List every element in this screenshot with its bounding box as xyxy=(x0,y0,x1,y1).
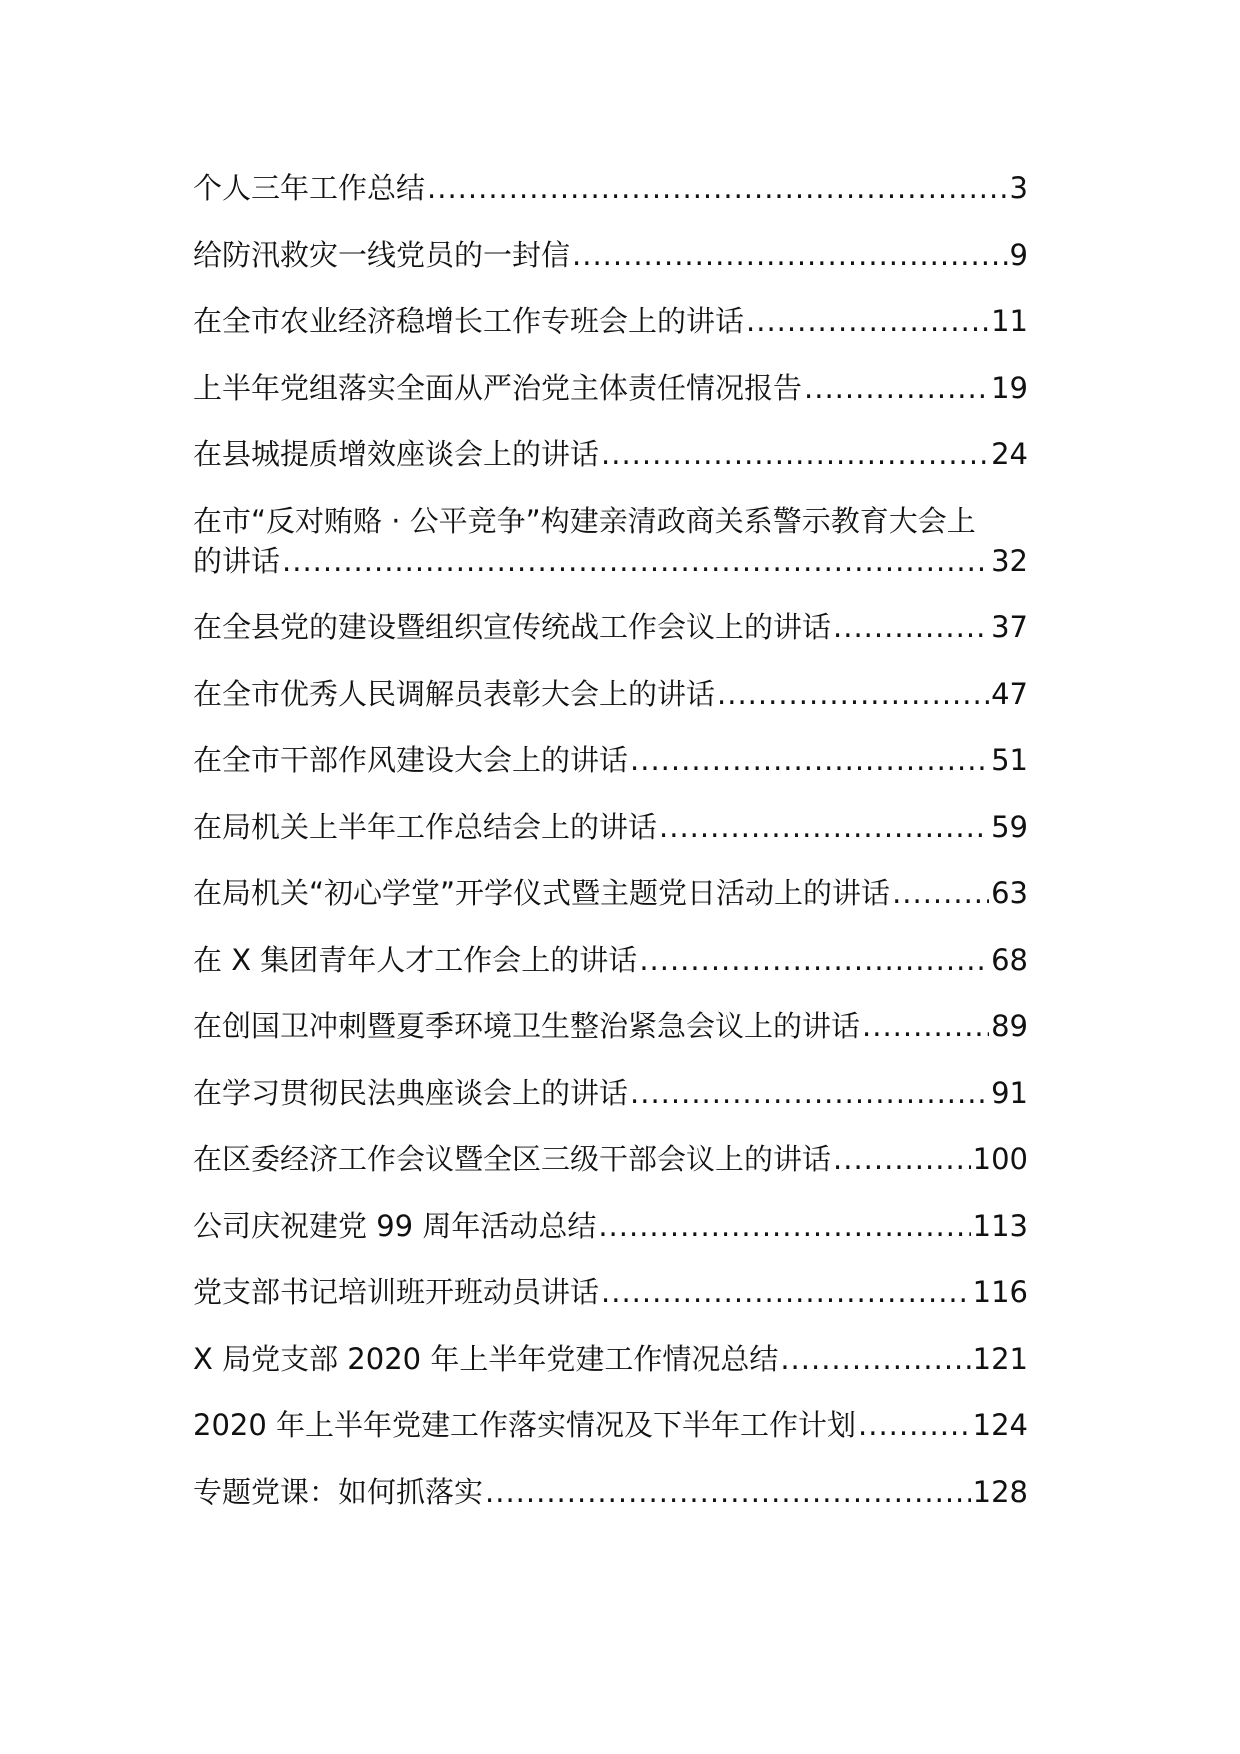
toc-page-number: 89 xyxy=(991,1009,1028,1043)
toc-entry-title-continued: 的讲话 xyxy=(193,543,281,578)
toc-dot-leader xyxy=(833,607,989,647)
toc-entry-title: 上半年党组落实全面从严治党主体责任情况报告 xyxy=(193,370,803,405)
toc-dot-leader xyxy=(630,1073,989,1113)
toc-entry[interactable] xyxy=(193,740,1028,780)
toc-entry[interactable] xyxy=(193,1405,1028,1445)
toc-entry[interactable] xyxy=(193,1006,1028,1046)
toc-entry-title: 党支部书记培训班开班动员讲话 xyxy=(193,1275,600,1309)
toc-page-number: 128 xyxy=(972,1474,1028,1509)
toc-entry[interactable] xyxy=(193,940,1028,980)
toc-dot-leader xyxy=(282,541,989,581)
toc-entry-title: 在局机关上半年工作总结会上的讲话 xyxy=(193,809,658,844)
toc-entry[interactable] xyxy=(193,607,1028,647)
toc-dot-leader xyxy=(659,807,989,847)
toc-entry-title: 在全市农业经济稳增长工作专班会上的讲话 xyxy=(193,304,745,338)
toc-entry[interactable] xyxy=(193,1472,1028,1512)
toc-entry-title: 在全市优秀人民调解员表彰大会上的讲话 xyxy=(193,676,716,711)
toc-dot-leader xyxy=(717,674,989,714)
toc-dot-leader xyxy=(601,434,989,474)
toc-dot-leader xyxy=(892,873,989,913)
toc-entry-title: 在创国卫冲刺暨夏季环境卫生整治紧急会议上的讲话 xyxy=(193,1009,861,1043)
toc-entry[interactable] xyxy=(193,674,1028,714)
toc-entry-title: 公司庆祝建党 99 周年活动总结 xyxy=(193,1208,597,1243)
toc-entry[interactable] xyxy=(193,807,1028,847)
toc-page-number: 32 xyxy=(991,543,1028,578)
toc-entry-title: 给防汛救灾一线党员的一封信 xyxy=(193,237,571,272)
toc-entry[interactable] xyxy=(193,1339,1028,1379)
toc-dot-leader xyxy=(862,1006,989,1046)
toc-entry-title: 个人三年工作总结 xyxy=(193,171,426,205)
toc-page-number: 3 xyxy=(1009,171,1028,205)
toc-dot-leader xyxy=(833,1139,971,1179)
toc-entry[interactable] xyxy=(193,434,1028,474)
toc-page-number: 113 xyxy=(972,1208,1028,1243)
toc-dot-leader xyxy=(639,940,989,980)
toc-entry-title: 在局机关“初心学堂”开学仪式暨主题党日活动上的讲话 xyxy=(193,876,891,910)
toc-entry[interactable] xyxy=(193,1139,1028,1179)
toc-entry[interactable] xyxy=(193,368,1028,408)
toc-entry[interactable] xyxy=(193,873,1028,913)
toc-page-number: 91 xyxy=(991,1075,1028,1110)
toc-dot-leader xyxy=(804,368,989,408)
toc-page-number: 51 xyxy=(991,743,1028,777)
toc-page-number: 63 xyxy=(991,876,1028,910)
table-of-contents xyxy=(193,168,1028,1538)
toc-entry-title: 在市“反对贿赂 · 公平竞争”构建亲清政商关系警示教育大会上 xyxy=(193,503,976,538)
toc-dot-leader xyxy=(427,168,1008,208)
toc-page-number: 68 xyxy=(991,942,1028,977)
toc-entry-title: 在学习贯彻民法典座谈会上的讲话 xyxy=(193,1075,629,1110)
toc-entry-title: X 局党支部 2020 年上半年党建工作情况总结 xyxy=(193,1341,779,1376)
toc-page-number: 9 xyxy=(1009,237,1028,272)
toc-entry-title: 专题党课：如何抓落实 xyxy=(193,1474,484,1509)
toc-dot-leader xyxy=(630,740,989,780)
toc-entry-title: 在县城提质增效座谈会上的讲话 xyxy=(193,437,600,471)
toc-page-number: 24 xyxy=(991,437,1028,471)
toc-entry-title: 在全县党的建设暨组织宣传统战工作会议上的讲话 xyxy=(193,610,832,644)
toc-page-number: 100 xyxy=(972,1142,1028,1176)
toc-entry-title: 在区委经济工作会议暨全区三级干部会议上的讲话 xyxy=(193,1142,832,1176)
toc-dot-leader xyxy=(598,1206,970,1246)
toc-page-number: 37 xyxy=(991,610,1028,644)
toc-dot-leader xyxy=(858,1405,971,1445)
toc-dot-leader xyxy=(572,235,1008,275)
toc-dot-leader xyxy=(780,1339,970,1379)
toc-page-number: 11 xyxy=(991,304,1028,338)
toc-entry-title: 在全市干部作风建设大会上的讲话 xyxy=(193,743,629,777)
toc-entry-continuation xyxy=(193,541,1028,581)
toc-dot-leader xyxy=(601,1272,971,1312)
toc-page-number: 59 xyxy=(991,809,1028,844)
toc-entry-title: 2020 年上半年党建工作落实情况及下半年工作计划 xyxy=(193,1408,857,1442)
toc-entry[interactable] xyxy=(193,1206,1028,1246)
toc-dot-leader xyxy=(746,301,989,341)
toc-page-number: 47 xyxy=(991,676,1028,711)
toc-entry[interactable] xyxy=(193,1073,1028,1113)
toc-page-number: 116 xyxy=(972,1275,1028,1309)
toc-entry-title: 在 X 集团青年人才工作会上的讲话 xyxy=(193,942,638,977)
toc-entry[interactable] xyxy=(193,301,1028,341)
toc-entry[interactable] xyxy=(193,1272,1028,1312)
toc-entry[interactable] xyxy=(193,235,1028,275)
toc-page-number: 121 xyxy=(972,1341,1028,1376)
toc-entry[interactable] xyxy=(193,501,1028,581)
toc-page-number: 19 xyxy=(991,370,1028,405)
toc-entry[interactable] xyxy=(193,168,1028,208)
toc-page-number: 124 xyxy=(972,1408,1028,1442)
toc-dot-leader xyxy=(485,1472,971,1512)
